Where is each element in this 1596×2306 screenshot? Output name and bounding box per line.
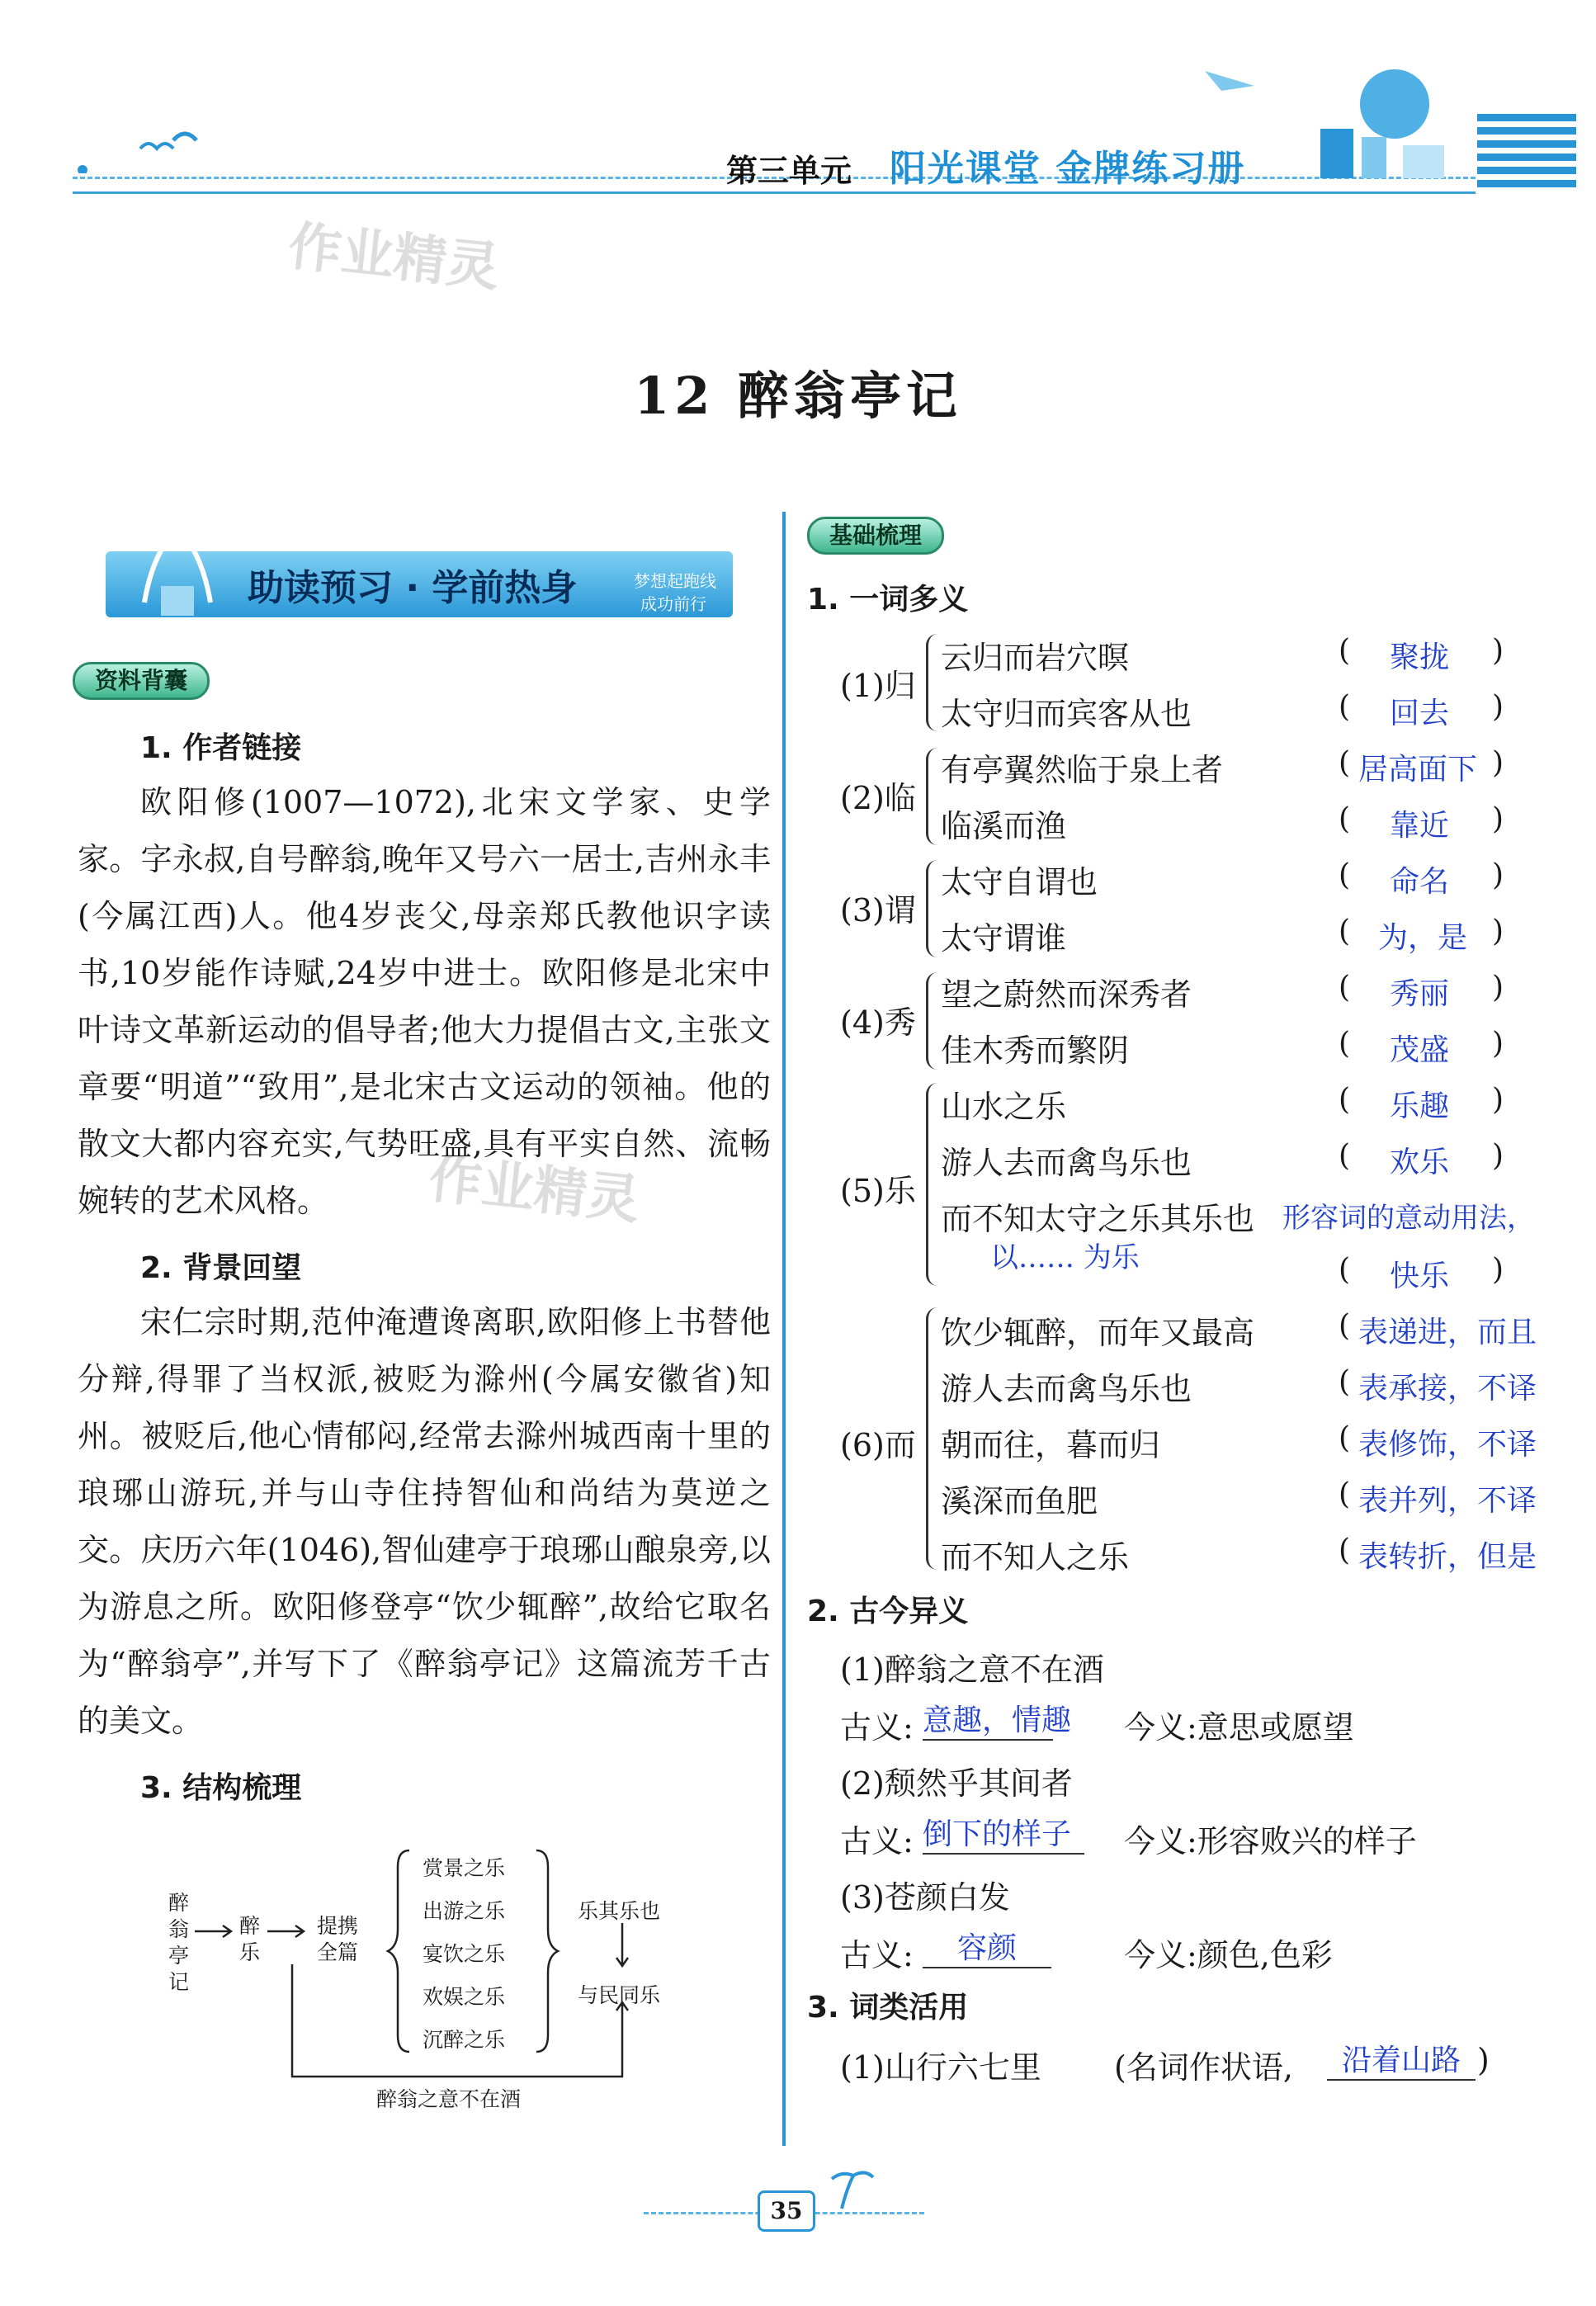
banner-subtitle: 成功前行 [640,594,706,614]
group-label: (6)而 [840,1427,916,1463]
diagram-bottom: 醉翁之意不在酒 [376,2087,522,2111]
answer-close-paren: ) [1492,1027,1504,1061]
section-heading: 2. 背景回望 [140,1251,302,1285]
page-title: 12 醉翁亭记 [634,366,962,426]
answer-open-paren: ( [1339,1253,1351,1287]
answer: 表承接，不译 [1358,1372,1537,1406]
guyi-label: 古义: [840,1823,914,1859]
group-label: (5)乐 [840,1173,916,1209]
group-brace [926,972,938,1070]
answer: 居高面下 [1358,753,1478,787]
answer-close-paren: ) [1492,1083,1504,1117]
sentence: 游人去而禽鸟乐也 [941,1371,1192,1407]
answer: 为，是 [1378,921,1468,955]
group-label: (1)归 [840,668,916,704]
column-divider [782,512,786,2146]
question: (1)山行六七里 [840,2049,1041,2086]
diagram-item: 出游之乐 [423,1899,506,1923]
answer-close-paren: ) [1492,858,1504,892]
answer-open-paren: ( [1339,690,1351,724]
unit-label: 第三单元 [726,153,852,189]
guyi-label: 古义: [840,1937,914,1973]
answer: 命名 [1390,865,1450,899]
answer-close-paren: ) [1492,971,1504,1004]
group-brace [926,748,938,845]
header-rule [73,191,1476,194]
jinyi: 今义:颜色,色彩 [1124,1937,1333,1973]
group-brace [926,860,938,957]
sentence: 望之蔚然而深秀者 [941,976,1192,1013]
section-heading: 3. 结构梳理 [140,1771,302,1805]
banner-subtitle: 梦想起跑线 [634,571,716,591]
answer: 欢乐 [1390,1146,1450,1179]
palm-icon [825,2162,875,2212]
bracket-icon [281,1964,644,2080]
answer-open-paren: ( [1339,1027,1351,1061]
answer-open-paren: ( [1339,1083,1351,1117]
question: (1)醉翁之意不在酒 [840,1652,1104,1688]
answer: 靠近 [1390,809,1450,843]
answer-close-paren: ) [1492,1139,1504,1173]
answer-open-paren: ( [1339,634,1351,668]
group-label: (4)秀 [840,1004,916,1041]
answer-open-paren: ( [1339,914,1351,948]
guyi-answer: 意趣，情趣 [923,1697,1053,1741]
section-heading: 2. 古今异义 [807,1595,969,1628]
sentence: 溪深而鱼肥 [941,1483,1098,1519]
diagram-tie: 提携全篇 [317,1914,359,1964]
answer: 秀丽 [1390,977,1450,1011]
answer-close-paren: ) [1492,1253,1504,1287]
diagram-item: 欢娱之乐 [423,1985,506,2009]
section-heading: 1. 一词多义 [807,583,969,617]
sentence: 山水之乐 [941,1089,1067,1125]
diagram-right: 与民同乐 [578,1983,661,2007]
sentence: 太守归而宾客从也 [941,696,1192,732]
group-label: (2)临 [840,780,916,816]
arrow-icon [195,1923,244,1940]
watermark: 作业精灵 [426,1148,643,1232]
group-brace [926,634,938,731]
diagram-item: 赏景之乐 [423,1856,506,1880]
sentence: 太守谓谁 [941,920,1067,957]
answer: 表递进，而且 [1358,1316,1537,1349]
sentence: 临溪而渔 [941,808,1067,844]
group-brace [926,1083,938,1286]
guyi-label: 古义: [840,1709,914,1746]
sentence: 饮少辄醉，而年又最高 [941,1315,1255,1351]
huoyong-note: (名词作状语, [1114,2049,1293,2086]
group-label: (3)谓 [840,892,916,929]
jinyi: 今义:形容败兴的样子 [1124,1823,1417,1859]
answer-close-paren: ) [1492,690,1504,724]
question: (2)颓然乎其间者 [840,1765,1073,1802]
answer: 快乐 [1390,1259,1450,1293]
answer: 回去 [1390,697,1450,730]
section-tag: 资料背囊 [73,662,210,700]
annotation: 形容词的意动用法， [1282,1202,1535,1235]
huoyong-answer: 沿着山路 [1327,2037,1476,2081]
brand-name: 阳光课堂 金牌练习册 [890,148,1246,190]
sentence: 云归而岩穴暝 [941,640,1130,676]
diagram-right: 乐其乐也 [578,1899,661,1923]
question: (3)苍颜白发 [840,1879,1010,1916]
answer-close-paren: ) [1492,802,1504,836]
answer-open-paren: ( [1339,802,1351,836]
author-paragraph: 欧阳修(1007—1072),北宋文学家、史学家。字永叔,自号醉翁,晚年又号六一居士,吉州永丰(今属江西)人。他4岁丧父,母亲郑氏教他识字读书,10岁能作诗赋,24岁中进士。欧阳修是北宋中叶诗文革新运动的倡导者;他大力提倡古文,主张文章要“明道”“致用”,是北宋古文运动的领袖。他的散文大都内容充实,气势旺盛,具有平实自然、流畅婉转的艺术风格。 [78,784,771,1219]
answer-open-paren: ( [1339,858,1351,892]
group-brace [926,1307,938,1570]
annotation: 以…… 为乐 [990,1241,1140,1274]
answer-open-paren: ( [1339,1421,1351,1455]
sentence: 游人去而禽鸟乐也 [941,1145,1192,1181]
answer-open-paren: ( [1339,1139,1351,1173]
sentence: 而不知人之乐 [941,1539,1130,1576]
page-number: 35 [758,2190,815,2232]
section-heading: 1. 作者链接 [140,731,302,765]
answer: 乐趣 [1390,1089,1450,1123]
answer-close-paren: ) [1492,634,1504,668]
answer: 表转折，但是 [1358,1540,1537,1574]
diagram-root: 醉翁亭记 [168,1891,190,1994]
background-paragraph: 宋仁宗时期,范仲淹遭谗离职,欧阳修上书替他分辩,得罪了当权派,被贬为滁州(今属安徽省)知州。被贬后,他心情郁闷,经常去滁州城西南十里的琅琊山游玩,并与山寺住持智仙和尚结为莫逆之交。庆历六年(1046),智仙建亭于琅琊山酿泉旁,以为游息之所。欧阳修登亭“饮少辄醉”,故给它取名为“醉翁亭”,并写下了《醉翁亭记》这篇流芳千古的美文。 [78,1304,771,1739]
answer-open-paren: ( [1339,1477,1351,1511]
answer: 表修饰，不译 [1358,1428,1537,1462]
sentence: 太守自谓也 [941,864,1098,900]
section-heading: 3. 词类活用 [807,1991,969,2025]
answer-open-paren: ( [1339,1533,1351,1567]
diagram-item: 沉醉之乐 [423,2028,506,2052]
sentence: 有亭翼然临于泉上者 [941,752,1224,788]
diagram-item: 宴饮之乐 [423,1942,506,1966]
answer: 茂盛 [1390,1033,1450,1067]
answer: 聚拢 [1390,640,1450,674]
fountain-icon [124,512,231,619]
answer-open-paren: ( [1339,1365,1351,1399]
section-tag: 基础梳理 [807,517,944,555]
answer-close-paren: ) [1492,746,1504,780]
birds-icon [74,124,223,173]
guyi-answer: 倒下的样子 [923,1811,1084,1855]
huoyong-close: ) [1477,2042,1490,2078]
answer-open-paren: ( [1339,746,1351,780]
guyi-answer: 容颜 [923,1925,1051,1968]
sentence: 而不知太守之乐其乐也 [941,1201,1255,1237]
answer-close-paren: ) [1492,914,1504,948]
sentence: 朝而往，暮而归 [941,1427,1161,1463]
jinyi: 今义:意思或愿望 [1124,1709,1354,1746]
header-stripes [1477,114,1576,193]
answer-open-paren: ( [1339,971,1351,1004]
arrow-icon [267,1923,317,1940]
sentence: 佳木秀而繁阴 [941,1033,1130,1069]
banner-title: 助读预习 · 学前热身 [248,567,578,609]
answer-open-paren: ( [1339,1309,1351,1343]
diagram-mid: 醉乐 [239,1914,261,1964]
watermark: 作业精灵 [286,215,503,300]
answer: 表并列，不译 [1358,1484,1537,1518]
